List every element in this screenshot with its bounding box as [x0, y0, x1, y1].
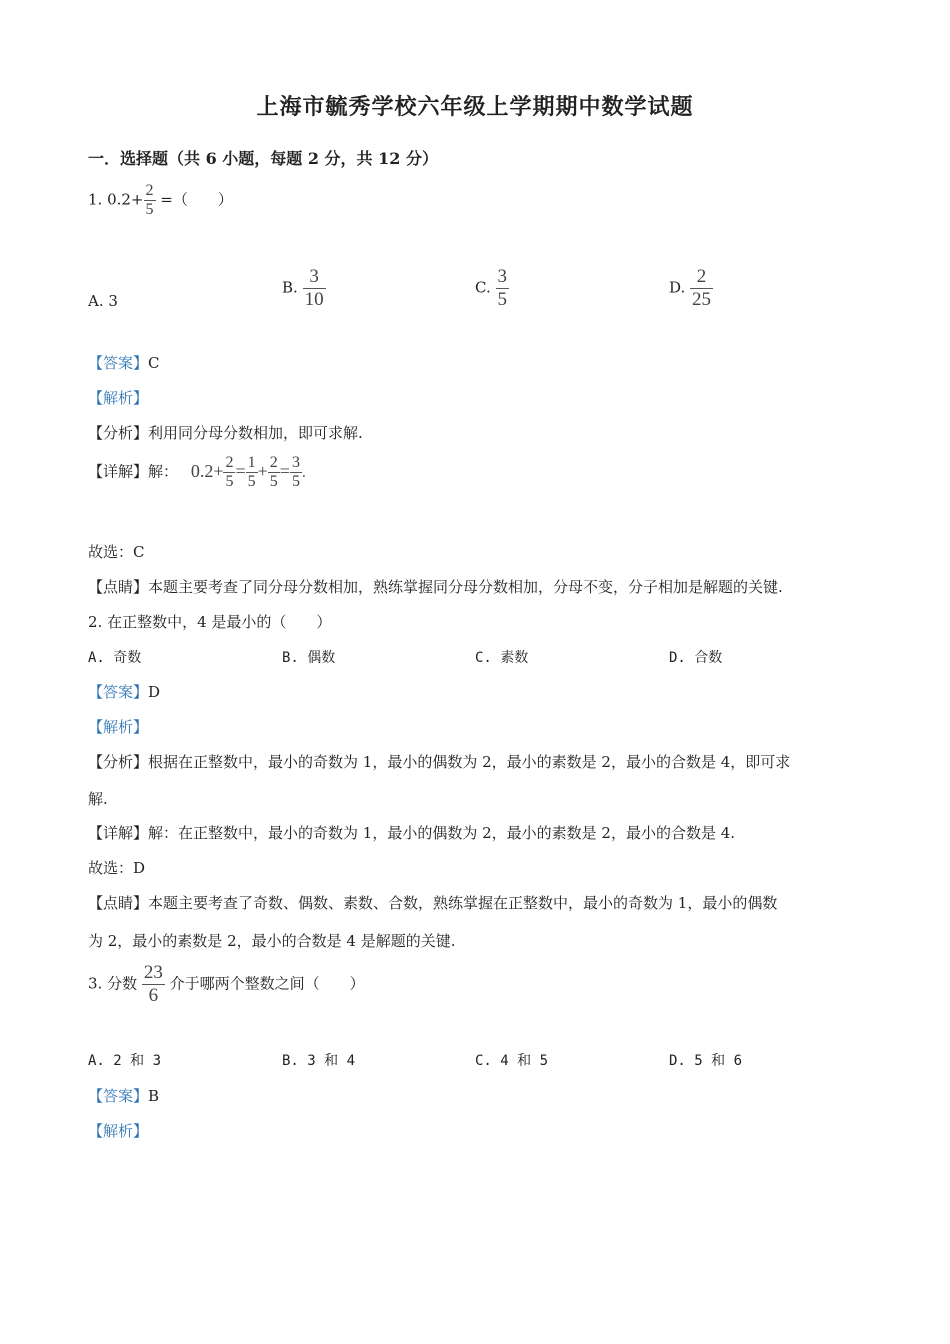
eq-frac-2 — [246, 454, 258, 491]
q2-answer — [88, 681, 160, 702]
question-3-stem — [88, 962, 365, 1007]
q1-guxuan: 故选：C — [88, 543, 145, 561]
eq-frac-3-num: 2 — [269, 454, 278, 471]
q1-equation — [190, 454, 306, 490]
q1-option-c-fraction — [496, 266, 510, 311]
eq-frac-4-den: 5 — [291, 473, 300, 490]
q1-suffix: =（ ） — [155, 190, 233, 209]
q3-jiexi: 【解析】 — [88, 1122, 149, 1140]
q2-option-d: D. 合数 — [669, 650, 723, 666]
eq-frac-2-num: 1 — [247, 454, 256, 471]
q2-xiangjie-text: 解：在正整数中，最小的奇数为 1，最小的偶数为 2，最小的素数是 2，最小的合数是 4. — [148, 824, 736, 842]
eq-frac-3-den: 5 — [269, 473, 278, 490]
q1-prefix: 1. 0.2+ — [88, 190, 144, 209]
eq-equals: = — [279, 460, 290, 481]
eq-period: . — [301, 464, 306, 481]
q1-option-c-label: C. — [475, 278, 491, 297]
eq-frac-1-num: 2 — [225, 454, 234, 471]
q1-option-d-fraction — [690, 266, 713, 311]
eq-frac-4 — [290, 454, 302, 491]
q1-option-d-num: 2 — [690, 266, 713, 289]
q2-answer-value: D — [148, 683, 161, 701]
eq-plus: + — [213, 460, 224, 481]
q1-dianjing-text: 本题主要考查了同分母分数相加，熟练掌握同分母分数相加，分母不变，分子相加是解题的关键. — [148, 578, 783, 596]
q1-xiangjie-tag: 【详解】 — [88, 462, 149, 481]
q3-option-a: A. 2 和 3 — [88, 1053, 162, 1069]
q1-xiangjie-text: 解： — [148, 462, 179, 481]
question-1-stem — [88, 182, 233, 219]
q3-answer-value: B — [148, 1087, 160, 1105]
q1-xiangjie — [88, 454, 306, 491]
question-2-stem: 2. 在正整数中，4 是最小的（ ） — [88, 613, 332, 631]
eq-frac-1-den: 5 — [225, 473, 234, 490]
q1-option-c-den: 5 — [497, 289, 507, 310]
q1-frac-den: 5 — [145, 201, 154, 218]
eq-equals: = — [235, 460, 246, 481]
q2-xiangjie — [88, 822, 735, 843]
q2-jiexi: 【解析】 — [88, 718, 149, 736]
eq-plus: + — [257, 460, 268, 481]
q1-fenxi — [88, 422, 363, 443]
section-heading: 一．选择题（共 6 小题，每题 2 分，共 12 分） — [88, 149, 438, 168]
q3-frac-den: 6 — [148, 985, 159, 1006]
q1-option-d-den: 25 — [692, 289, 712, 310]
eq-decimal: 0.2 — [190, 460, 214, 481]
q2-dianjing-cont: 为 2，最小的素数是 2，最小的合数是 4 是解题的关键. — [88, 932, 456, 950]
q1-fraction — [144, 182, 156, 219]
q3-option-b: B. 3 和 4 — [282, 1053, 356, 1069]
q3-suffix: 介于哪两个整数之间（ ） — [169, 974, 365, 993]
q2-answer-tag: 【答案】 — [88, 683, 149, 701]
q1-dianjing-tag: 【点睛】 — [88, 578, 149, 596]
q2-option-a: A. 奇数 — [88, 650, 142, 666]
q3-frac-num: 23 — [143, 962, 163, 983]
q1-option-d — [669, 266, 713, 311]
q3-prefix: 3. 分数 — [88, 974, 138, 993]
q3-answer-tag: 【答案】 — [88, 1087, 149, 1105]
q1-fenxi-tag: 【分析】 — [88, 424, 149, 442]
page-title: 上海市毓秀学校六年级上学期期中数学试题 — [256, 94, 694, 120]
eq-frac-4-num: 3 — [291, 454, 300, 471]
q3-answer — [88, 1085, 159, 1106]
eq-frac-2-den: 5 — [247, 473, 256, 490]
q1-option-d-label: D. — [669, 278, 686, 297]
eq-frac-3 — [268, 454, 280, 491]
q2-guxuan: 故选：D — [88, 859, 146, 877]
q2-option-b: B. 偶数 — [282, 650, 336, 666]
q1-option-b-label: B. — [282, 278, 298, 297]
q1-option-c-num: 3 — [497, 266, 507, 287]
q1-jiexi: 【解析】 — [88, 389, 149, 407]
q1-option-c — [475, 266, 509, 311]
q1-option-a: A. 3 — [88, 292, 118, 310]
q1-option-b — [282, 266, 326, 311]
eq-frac-1 — [223, 454, 235, 491]
q2-fenxi-tag: 【分析】 — [88, 753, 149, 771]
q2-dianjing — [88, 892, 777, 913]
q1-option-b-den: 10 — [304, 289, 324, 310]
q1-option-b-num: 3 — [303, 266, 326, 289]
q1-answer — [88, 352, 160, 373]
q1-option-b-fraction — [303, 266, 326, 311]
q2-dianjing-tag: 【点睛】 — [88, 894, 149, 912]
q2-option-c: C. 素数 — [475, 650, 529, 666]
q3-option-c: C. 4 和 5 — [475, 1053, 549, 1069]
q1-answer-tag: 【答案】 — [88, 354, 149, 372]
q2-fenxi-cont: 解. — [88, 790, 108, 808]
q1-frac-num: 2 — [145, 182, 154, 199]
q2-dianjing-text: 本题主要考查了奇数、偶数、素数、合数，熟练掌握在正整数中，最小的奇数为 1，最小的偶数 — [148, 894, 778, 912]
q3-option-d: D. 5 和 6 — [669, 1053, 743, 1069]
q2-fenxi-text: 根据在正整数中，最小的奇数为 1，最小的偶数为 2，最小的素数是 2，最小的合数是 4，即可求 — [148, 753, 791, 771]
q3-fraction — [142, 962, 165, 1007]
q1-dianjing — [88, 576, 783, 597]
q1-fenxi-text: 利用同分母分数相加，即可求解. — [148, 424, 363, 442]
q2-fenxi — [88, 751, 790, 772]
q2-xiangjie-tag: 【详解】 — [88, 824, 149, 842]
q1-answer-value: C — [148, 354, 160, 372]
